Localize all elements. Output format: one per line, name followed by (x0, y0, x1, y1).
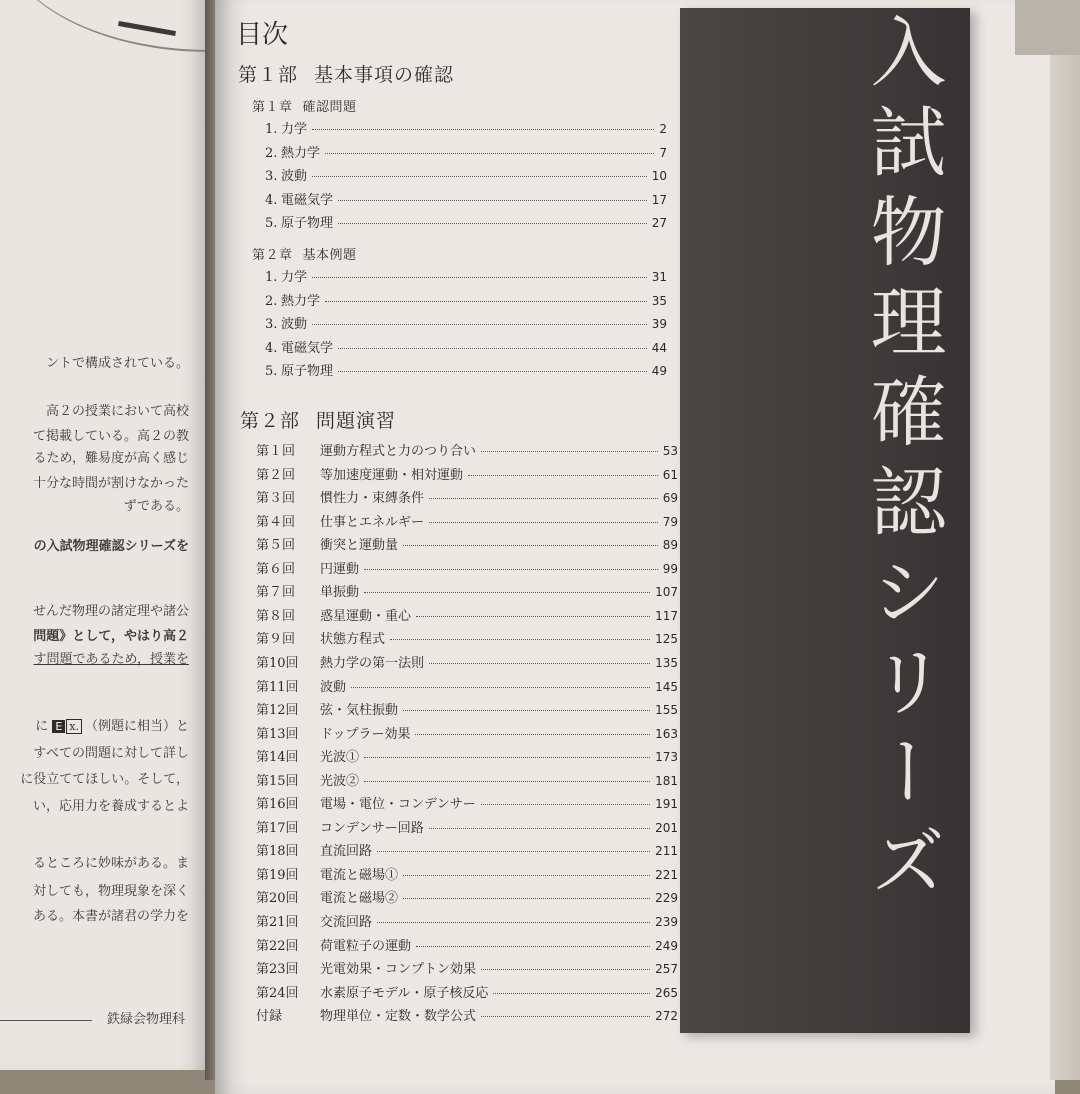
leader-dots (429, 522, 658, 523)
toc-entry (256, 1005, 678, 1025)
toc-entry-title: 電場・電位・コンデンサー (320, 797, 476, 813)
toc-entry-title: 波動 (281, 317, 308, 332)
series-title: 入試物理確認シリーズ (858, 12, 947, 912)
toc-entry-title: 弦・気柱振動 (320, 703, 399, 719)
toc-entry-page: 69 (662, 491, 678, 506)
toc-entry (256, 935, 678, 955)
toc-entry (256, 723, 678, 743)
toc-entry (265, 360, 667, 380)
toc-entry-title: 慣性力・束縛条件 (320, 491, 425, 507)
leader-dots (377, 922, 650, 923)
toc-entry (256, 817, 678, 837)
chapter-heading: 第２章 基本例題 (252, 248, 357, 263)
toc-entry-number: 2. (265, 293, 278, 309)
leader-dots (429, 828, 650, 829)
leader-dots (364, 781, 650, 782)
toc-entry-number: 第11回 (256, 679, 299, 695)
toc-entry-title: 波動 (281, 169, 308, 184)
toc-entry-number: 第20回 (256, 891, 299, 907)
leader-dots (481, 1016, 650, 1017)
toc-entry-page: 229 (655, 891, 678, 906)
toc-entry-title: 惑星運動・重心 (320, 608, 412, 624)
toc-entry-page: 7 (659, 145, 667, 160)
left-page-line: すべての問題に対して詳し (33, 746, 189, 761)
left-page-line: るところに妙味がある。ま (32, 856, 189, 871)
toc-entry-title: 単振動 (320, 585, 360, 601)
toc-entry-page: 117 (655, 608, 678, 623)
toc-entry (265, 142, 667, 162)
toc-entry-number: 第18回 (256, 844, 299, 860)
toc-title: 目次 (236, 20, 289, 50)
toc-entry-number: 第１回 (256, 444, 296, 459)
toc-entry-number: 第21回 (256, 915, 299, 930)
toc-entry-title: 原子物理 (281, 364, 334, 379)
toc-entry-title: 電磁気学 (281, 192, 334, 208)
part-heading: 第２部 問題演習 (240, 410, 397, 432)
page-edge (1050, 0, 1080, 1080)
leader-dots (312, 324, 647, 325)
toc-entry (256, 605, 678, 625)
left-page-line: す問題であるため，授業を (33, 652, 189, 667)
background-page-tab (1015, 0, 1080, 55)
left-page-line: 対しても，物理現象を深く (32, 884, 189, 899)
ex-badge: E (52, 720, 65, 733)
toc-entry-page: 35 (651, 293, 667, 308)
leader-dots (403, 898, 650, 899)
leader-dots (481, 969, 650, 970)
toc-entry-number: 第８回 (256, 608, 296, 624)
toc-entry-title: 熱力学 (281, 293, 321, 309)
left-page-line (0, 715, 215, 734)
leader-dots (403, 545, 658, 546)
toc-entry (256, 864, 678, 884)
toc-entry-title: 状態方程式 (320, 632, 386, 648)
toc-entry-number: 第10回 (256, 655, 299, 671)
leader-dots (338, 348, 647, 349)
toc-entry-page: 27 (651, 216, 667, 230)
toc-entry (256, 770, 678, 790)
left-page-line: に役立ててほしい。そして， (20, 772, 189, 787)
toc-entry (256, 534, 678, 554)
toc-entry-page: 107 (655, 585, 678, 600)
toc-entry (265, 212, 667, 232)
toc-entry-page: 44 (651, 340, 667, 355)
leader-dots (481, 804, 650, 805)
toc-entry-page: 221 (655, 867, 678, 882)
left-page-line: い，応用力を養成するとよ (32, 799, 189, 814)
toc-entry-number: 第12回 (256, 703, 299, 719)
leader-dots (481, 451, 658, 452)
left-page-line: ずである。 (123, 499, 189, 514)
toc-entry-page: 53 (662, 444, 678, 458)
toc-entry (256, 699, 678, 719)
toc-entry-page: 99 (662, 561, 678, 576)
left-page-line: て掲載している。高２の教 (32, 429, 189, 444)
toc-entry (265, 118, 667, 138)
toc-entry (256, 887, 678, 907)
leader-dots (364, 592, 650, 593)
toc-entry (256, 911, 678, 931)
chapter-heading: 第１章 確認問題 (252, 100, 357, 115)
toc-entry-number: 第４回 (256, 514, 296, 530)
toc-entry-page: 201 (655, 820, 678, 835)
toc-entry-number: 第７回 (256, 585, 296, 601)
toc-entry (256, 487, 678, 507)
leader-dots (338, 200, 647, 201)
toc-entry-page: 211 (655, 844, 678, 859)
toc-entry-title: 物理単位・定数・数学公式 (320, 1009, 477, 1025)
toc-entry (256, 581, 678, 601)
leader-dots (312, 277, 647, 278)
leader-dots (364, 569, 658, 570)
toc-entry-page: 79 (662, 514, 678, 529)
toc-entry-number: 4. (265, 340, 278, 356)
toc-entry-title: 直流回路 (320, 844, 373, 860)
toc-entry-title: 仕事とエネルギー (320, 514, 425, 530)
leader-dots (429, 498, 658, 499)
toc-entry-title: 力学 (281, 270, 308, 285)
leader-dots (403, 875, 650, 876)
toc-entry-title: 原子物理 (281, 216, 334, 231)
leader-dots (377, 851, 650, 852)
toc-entry (265, 189, 667, 209)
ex-text: （例題に相当）と (84, 719, 189, 734)
toc-entry-page: 31 (651, 270, 667, 284)
toc-entry-title: 電磁気学 (281, 340, 334, 356)
leader-dots (468, 475, 658, 476)
toc-entry-page: 10 (651, 169, 667, 183)
toc-entry-page: 61 (662, 467, 678, 482)
toc-entry-title: 運動方程式と力のつり合い (320, 444, 477, 459)
toc-entry-page: 17 (651, 192, 667, 207)
toc-entry-page: 173 (655, 750, 678, 765)
toc-entry-page: 39 (651, 317, 667, 331)
toc-entry-page: 272 (655, 1009, 678, 1024)
toc-entry-number: 第９回 (256, 632, 296, 648)
toc-entry (256, 652, 678, 672)
toc-entry-page: 145 (655, 679, 678, 694)
leader-dots (338, 223, 647, 224)
ex-prefix: に (35, 719, 53, 734)
toc-entry-page: 135 (655, 655, 678, 670)
leader-dots (364, 757, 650, 758)
left-page-line: 高２の授業において高校 (45, 404, 189, 419)
toc-entry-title: 衝突と運動量 (320, 538, 399, 554)
toc-entry (256, 982, 678, 1002)
toc-entry-number: 第23回 (256, 962, 299, 978)
toc-entry-page: 155 (655, 703, 678, 718)
left-page-line: の入試物理確認シリーズを (33, 539, 189, 554)
toc-entry-title: 等加速度運動・相対運動 (320, 467, 464, 483)
toc-entry-page: 181 (655, 773, 678, 788)
toc-entry-title: 力学 (281, 122, 308, 137)
toc-entry-number: 第19回 (256, 867, 299, 883)
leader-dots (390, 639, 650, 640)
toc-entry-number: 4. (265, 192, 278, 208)
toc-entry (256, 440, 678, 460)
toc-entry-number: 5. (265, 216, 278, 231)
toc-entry-page: 265 (655, 985, 678, 1000)
leader-dots (429, 663, 650, 664)
ex-badge-suffix: x. (66, 719, 82, 734)
signature: 鉄緑会物理科 (106, 1012, 185, 1027)
toc-entry (256, 511, 678, 531)
toc-entry-title: 光電効果・コンプトン効果 (320, 962, 477, 978)
toc-entry-title: 円運動 (320, 561, 360, 577)
toc-entry-number: 2. (265, 145, 278, 161)
left-page-line: せんだ物理の諸定理や諸公 (32, 604, 189, 619)
toc-entry-number: 第６回 (256, 561, 296, 577)
toc-entry-title: 光波② (320, 773, 360, 789)
toc-entry-number: 第13回 (256, 726, 299, 742)
toc-entry-number: 1. (265, 122, 278, 137)
toc-entry (265, 165, 667, 185)
leader-dots (338, 371, 647, 372)
toc-entry (256, 840, 678, 860)
leader-dots (416, 616, 650, 617)
toc-entry-title: 水素原子モデル・原子核反応 (320, 985, 489, 1001)
toc-entry-page: 191 (655, 797, 678, 812)
toc-entry-number: 付録 (256, 1009, 283, 1025)
toc-entry (256, 676, 678, 696)
toc-entry-number: 第15回 (256, 773, 299, 789)
leader-dots (415, 734, 650, 735)
toc-entry (256, 628, 678, 648)
toc-entry-page: 163 (655, 726, 678, 741)
toc-entry-title: 交流回路 (320, 915, 373, 930)
toc-entry-title: 電流と磁場② (320, 891, 399, 907)
leader-dots (351, 687, 650, 688)
toc-entry-number: 第22回 (256, 938, 299, 954)
toc-entry-page: 49 (651, 364, 667, 378)
toc-entry-title: 熱力学の第一法則 (320, 655, 425, 671)
toc-entry-title: ドップラー効果 (320, 726, 411, 742)
toc-entry (265, 337, 667, 357)
toc-entry-title: 光波① (320, 750, 360, 766)
toc-entry-title: 波動 (320, 679, 347, 695)
toc-entry-number: 第３回 (256, 491, 296, 507)
leader-dots (403, 710, 650, 711)
toc-entry (265, 290, 667, 310)
toc-entry-page: 239 (655, 915, 678, 929)
toc-entry (265, 313, 667, 333)
toc-entry-title: 荷電粒子の運動 (320, 938, 412, 954)
toc-entry-page: 257 (655, 962, 678, 977)
leader-dots (325, 153, 654, 154)
toc-entry-number: 第24回 (256, 985, 299, 1001)
toc-entry (256, 958, 678, 978)
left-page-line: ある。本書が諸君の学力を (32, 909, 189, 924)
toc-entry-number: 第16回 (256, 797, 299, 813)
leader-dots (312, 176, 647, 177)
toc-entry-title: コンデンサー回路 (320, 820, 424, 836)
toc-entry-number: 3. (265, 317, 278, 332)
leader-dots (416, 946, 650, 947)
toc-entry-page: 89 (662, 538, 678, 553)
toc-entry-number: 5. (265, 364, 278, 379)
toc-entry-page: 125 (655, 632, 678, 647)
toc-entry (256, 464, 678, 484)
toc-entry (265, 266, 667, 286)
leader-dots (493, 993, 650, 994)
toc-entry-number: 第14回 (256, 750, 299, 766)
leader-dots (325, 301, 647, 302)
left-page-line: ントで構成されている。 (45, 356, 189, 371)
toc-entry-number: 第２回 (256, 467, 296, 483)
toc-entry (256, 558, 678, 578)
toc-entry-page: 2 (659, 122, 667, 136)
toc-entry (256, 746, 678, 766)
toc-entry-number: 第５回 (256, 538, 296, 554)
toc-entry-title: 電流と磁場① (320, 867, 399, 883)
left-page-line: 問題》として，やはり高２ (33, 629, 189, 644)
left-page-line: 十分な時間が割けなかった (32, 476, 189, 491)
toc-entry (256, 793, 678, 813)
toc-entry-page: 249 (655, 938, 678, 953)
toc-entry-title: 熱力学 (281, 145, 321, 161)
toc-entry-number: 3. (265, 169, 278, 184)
part-heading: 第１部 基本事項の確認 (238, 64, 455, 86)
toc-entry-number: 第17回 (256, 820, 299, 836)
toc-entry-number: 1. (265, 270, 278, 285)
leader-dots (312, 129, 654, 130)
left-page-line: るため，難易度が高く感じ (33, 451, 189, 466)
